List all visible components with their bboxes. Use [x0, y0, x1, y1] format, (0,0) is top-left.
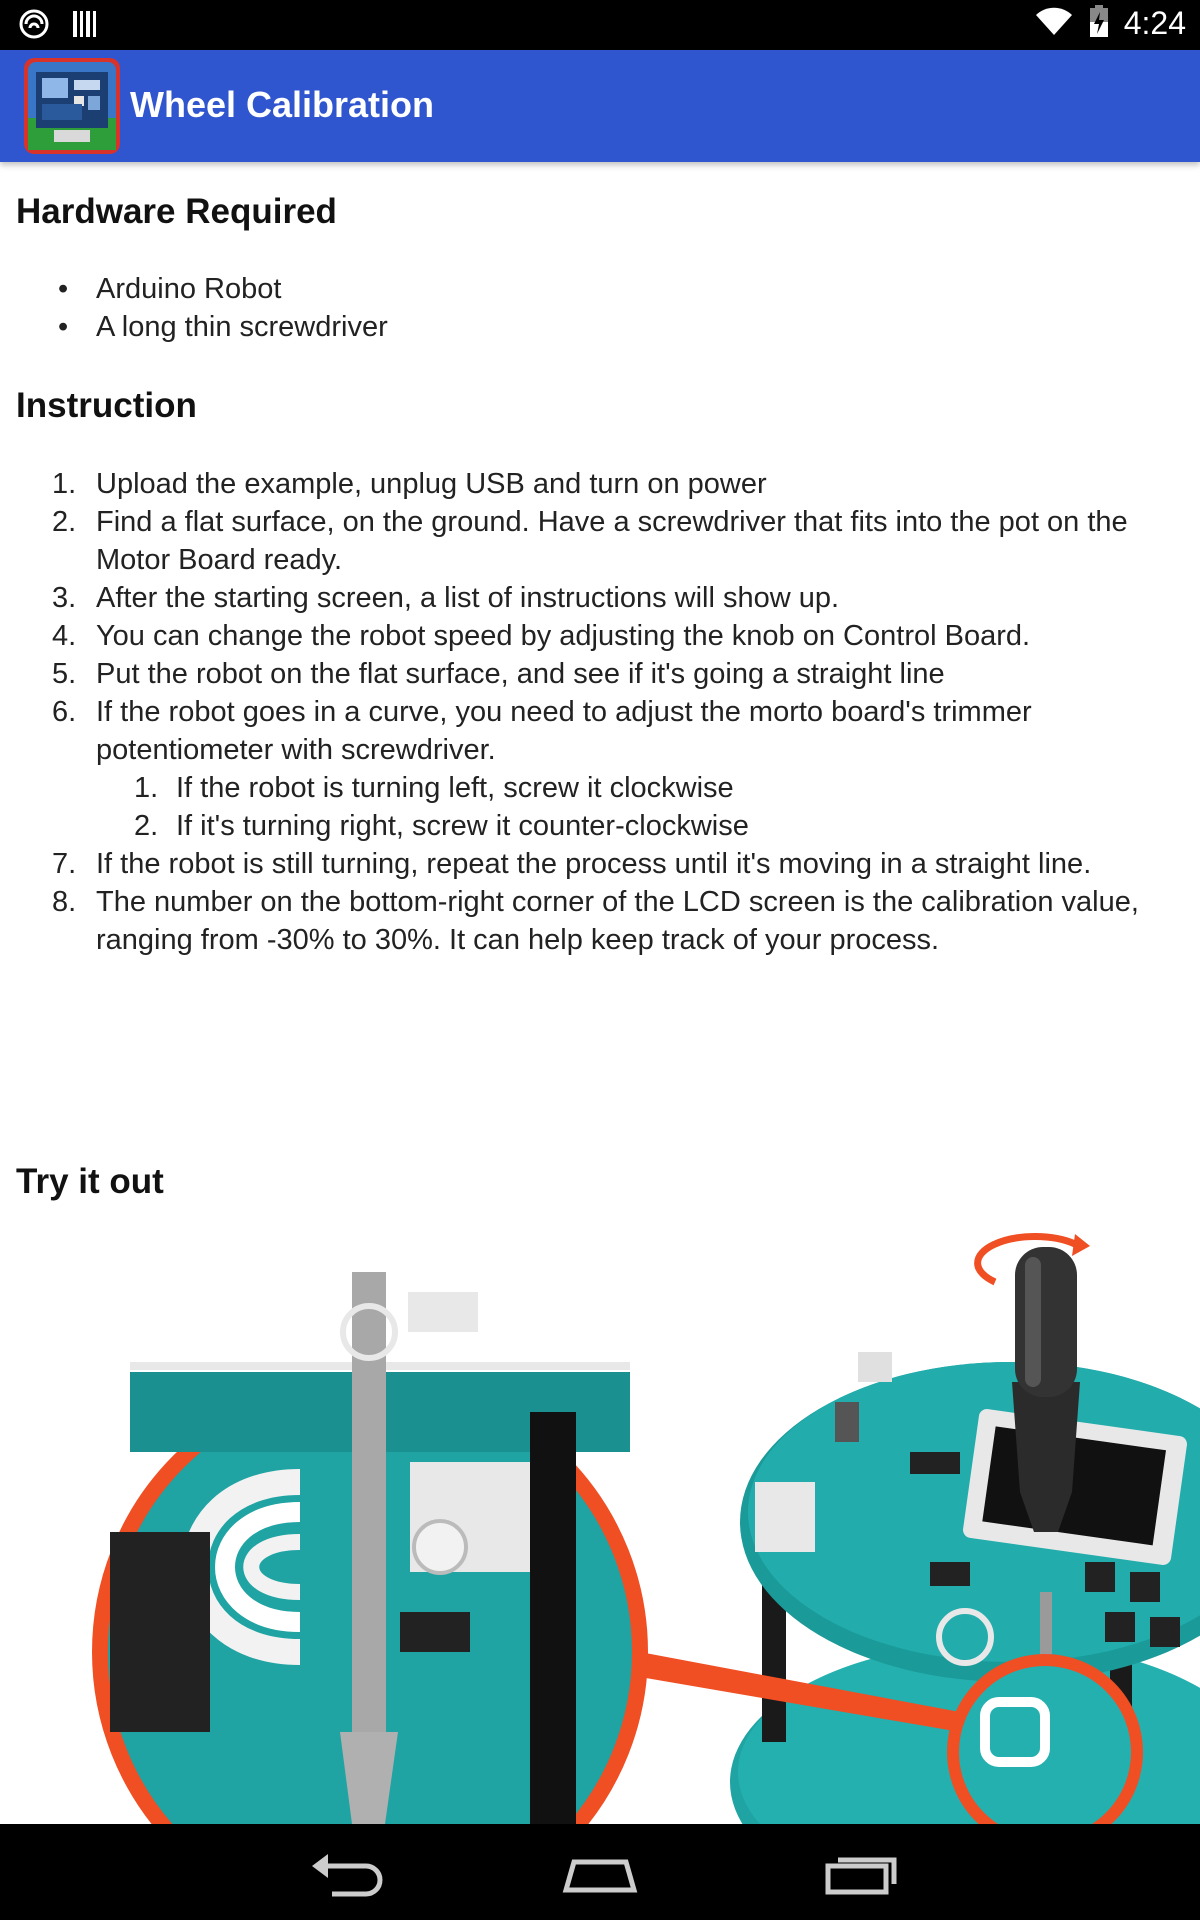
list-item	[0, 579, 1190, 617]
list-item	[0, 617, 1190, 655]
robot-calibration-illustration	[0, 1232, 1200, 1824]
wifi-icon	[1034, 5, 1074, 42]
list-item	[0, 845, 1190, 883]
step-number: 1.	[52, 468, 77, 500]
list-item	[0, 655, 1190, 693]
step-number: 7.	[52, 848, 77, 880]
sub-list	[96, 769, 1190, 845]
list-item	[96, 807, 1190, 845]
navigation-bar	[0, 1824, 1200, 1920]
try-it-out-heading: Try it out	[16, 1162, 164, 1201]
step-text: If the robot is turning left, screw it clockwise	[176, 772, 734, 804]
list-item	[0, 503, 1190, 579]
hardware-list	[0, 270, 1190, 346]
list-item	[0, 883, 1190, 959]
list-item	[0, 693, 1190, 845]
step-number: 4.	[52, 620, 77, 652]
instruction-heading: Instruction	[16, 386, 197, 425]
step-text: Upload the example, unplug USB and turn on power	[96, 468, 767, 500]
step-text: If the robot is still turning, repeat the process until it's moving in a straight line.	[96, 848, 1092, 880]
step-number: 1.	[134, 772, 159, 804]
list-item: • Arduino Robot	[0, 270, 1190, 308]
step-number: 2.	[52, 506, 77, 538]
content-scroll[interactable]	[0, 162, 1200, 1824]
app-logo-icon[interactable]	[24, 58, 120, 154]
step-text: If the robot goes in a curve, you need to adjust the morto board's trimmer potentiometer with screwdriver.	[96, 696, 1032, 766]
home-icon[interactable]	[560, 1842, 640, 1902]
clock: 4:24	[1123, 5, 1186, 41]
step-text: After the starting screen, a list of instructions will show up.	[96, 582, 840, 614]
instruction-list	[0, 465, 1190, 959]
step-number: 6.	[52, 696, 77, 728]
list-item: • A long thin screwdriver	[0, 308, 1190, 346]
notification-icon	[18, 8, 50, 45]
step-number: 5.	[52, 658, 77, 690]
recents-icon[interactable]	[820, 1842, 900, 1902]
app-title: Wheel Calibration	[130, 84, 435, 125]
list-item	[96, 769, 1190, 807]
list-item	[0, 465, 1190, 503]
step-number: 2.	[134, 810, 159, 842]
status-bar	[0, 0, 1200, 50]
step-text: The number on the bottom-right corner of the LCD screen is the calibration value, ranging from -30% to 30%. It can help keep track of your process.	[96, 886, 1139, 956]
barcode-icon	[72, 9, 98, 44]
app-bar	[0, 50, 1200, 162]
back-icon[interactable]	[304, 1842, 384, 1902]
step-text: Find a flat surface, on the ground. Have a screwdriver that fits into the pot on the Motor Board ready.	[96, 506, 1128, 576]
hardware-heading: Hardware Required	[16, 192, 337, 231]
step-text: You can change the robot speed by adjusting the knob on Control Board.	[96, 620, 1031, 652]
step-text: Put the robot on the flat surface, and see if it's going a straight line	[96, 658, 945, 690]
battery-icon	[1088, 4, 1110, 43]
step-number: 8.	[52, 886, 77, 918]
step-text: If it's turning right, screw it counter-clockwise	[176, 810, 749, 842]
step-number: 3.	[52, 582, 77, 614]
